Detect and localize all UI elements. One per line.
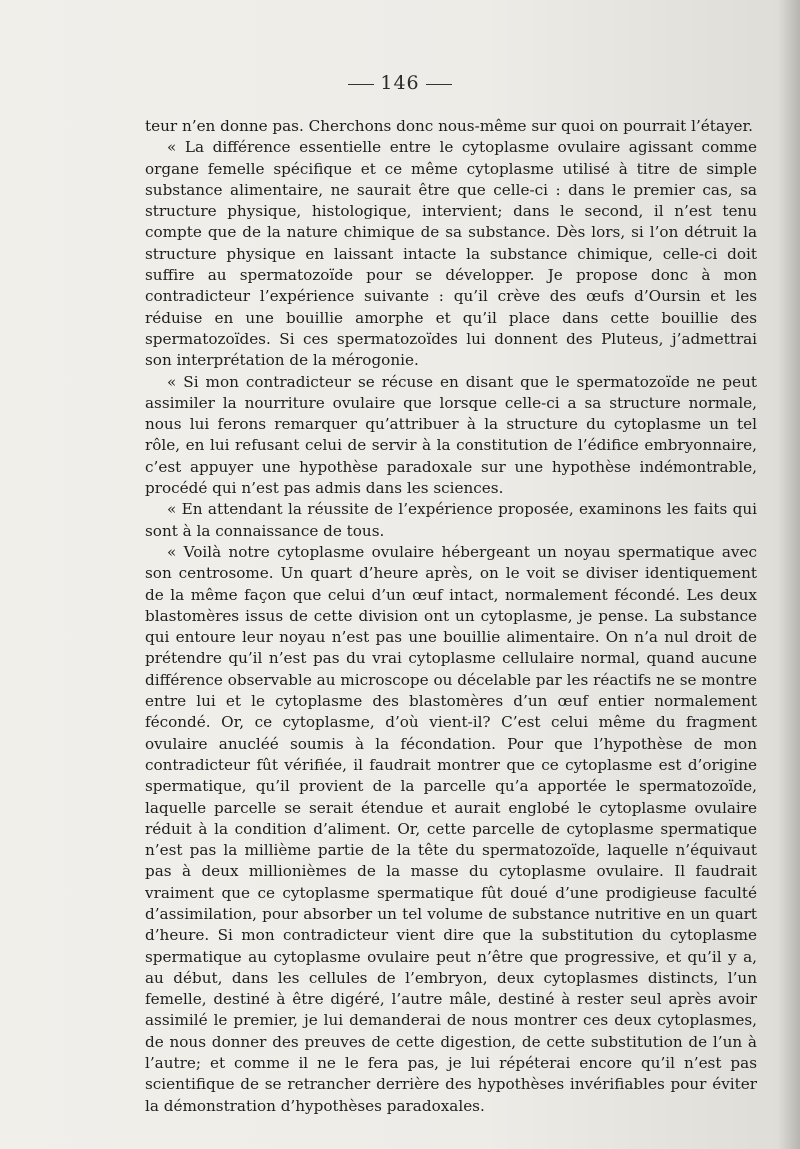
page-number-value: 146 (380, 72, 420, 94)
page-number (0, 72, 800, 94)
body-text (145, 116, 757, 1117)
dash-left (348, 84, 374, 85)
paragraph: « Si mon contradicteur se récuse en disant que le spermatozoïde ne peut assimiler la nourriture ovulaire que lorsque celle-ci a sa structure normale, nous lui ferons remarquer qu’attribuer à la structure du cytoplasme un tel rôle, en lui refusant celui de servir à la constitution de l’édifice embryonnaire, c’est appuyer une hypothèse paradoxale sur une hypothèse indémontrable, procédé qui n’est pas admis dans les sciences. (145, 372, 757, 498)
paragraph: « En attendant la réussite de l’expérience proposée, examinons les faits qui sont à la connaissance de tous. (145, 500, 757, 540)
paragraph: « La différence essentielle entre le cytoplasme ovulaire agissant comme organe femelle spécifique et ce même cytoplasme utilisé à titre de simple substance alimentaire, ne saurait être que celle-ci : dans le premier cas, sa structure physique, histologique, intervient; dans le second, il n’est tenu compte que de la nature chimique de sa substance. Dès lors, si l’on détruit la structure physique en laissant intacte la substance chimique, celle-ci doit suffire au spermatozoïde pour se développer. Je propose donc à mon contradicteur l’expérience suivante : qu’il crève des œufs d’Oursin et les réduise en une bouillie amorphe et qu’il place dans cette bouillie des spermatozoïdes. Si ces spermatozoïdes lui donnent des Pluteus, j’admettrai son interprétation de la mérogonie. (145, 138, 757, 370)
dash-right (426, 84, 452, 85)
paragraph-continuation: teur n’en donne pas. Cherchons donc nous-même sur quoi on pourrait l’étayer. (145, 117, 753, 135)
paragraph: « Voilà notre cytoplasme ovulaire hébergeant un noyau spermatique avec son centrosome. Un quart d’heure après, on le voit se diviser identiquement de la même façon que celui d’un œuf intact, normalement fécondé. Les deux blastomères issus de cette division ont un cytoplasme, je pense. La substance qui entoure leur noyau n’est pas une bouillie alimentaire. On n’a nul droit de prétendre qu’il n’est pas du vrai cytoplasme cellulaire normal, quand aucune différence observable au microscope ou décelable par les réactifs ne se montre entre lui et le cytoplasme des blastomères d’un œuf entier normalement fécondé. Or, ce cytoplasme, d’où vient-il? C’est celui même du fragment ovulaire anucléé soumis à la fécondation. Pour que l’hypothèse de mon contradicteur fût vérifiée, il faudrait montrer que ce cytoplasme est d’origine spermatique, qu’il provient de la parcelle qu’a apportée le spermatozoïde, laquelle parcelle se serait étendue et aurait englobé le cytoplasme ovulaire réduit à la condition d’aliment. Or, cette parcelle de cytoplasme spermatique n’est pas la millième partie de la tête du spermatozoïde, laquelle n’équivaut pas à deux millionièmes de la masse du cytoplasme ovulaire. Il faudrait vraiment que ce cytoplasme spermatique fût doué d’une prodigieuse faculté d’assimilation, pour absorber un tel volume de substance nutritive en un quart d’heure. Si mon contradicteur vient dire que la substitution du cytoplasme spermatique au cytoplasme ovulaire peut n’être que progressive, et qu’il y a, au début, dans les cellules de l’embryon, deux cytoplasmes distincts, l’un femelle, destiné à être digéré, l’autre mâle, destiné à rester seul après avoir assimilé le premier, je lui demanderai de nous montrer ces deux cytoplasmes, de nous donner des preuves de cette digestion, de cette substitution de l’un à l’autre; et comme il ne le fera pas, je lui répéterai encore qu’il n’est pas scientifique de se retrancher derrière des hypothèses invérifiables pour éviter la démonstration d’hypothèses paradoxales. (145, 542, 757, 1115)
page-edge-shadow (778, 0, 800, 1149)
